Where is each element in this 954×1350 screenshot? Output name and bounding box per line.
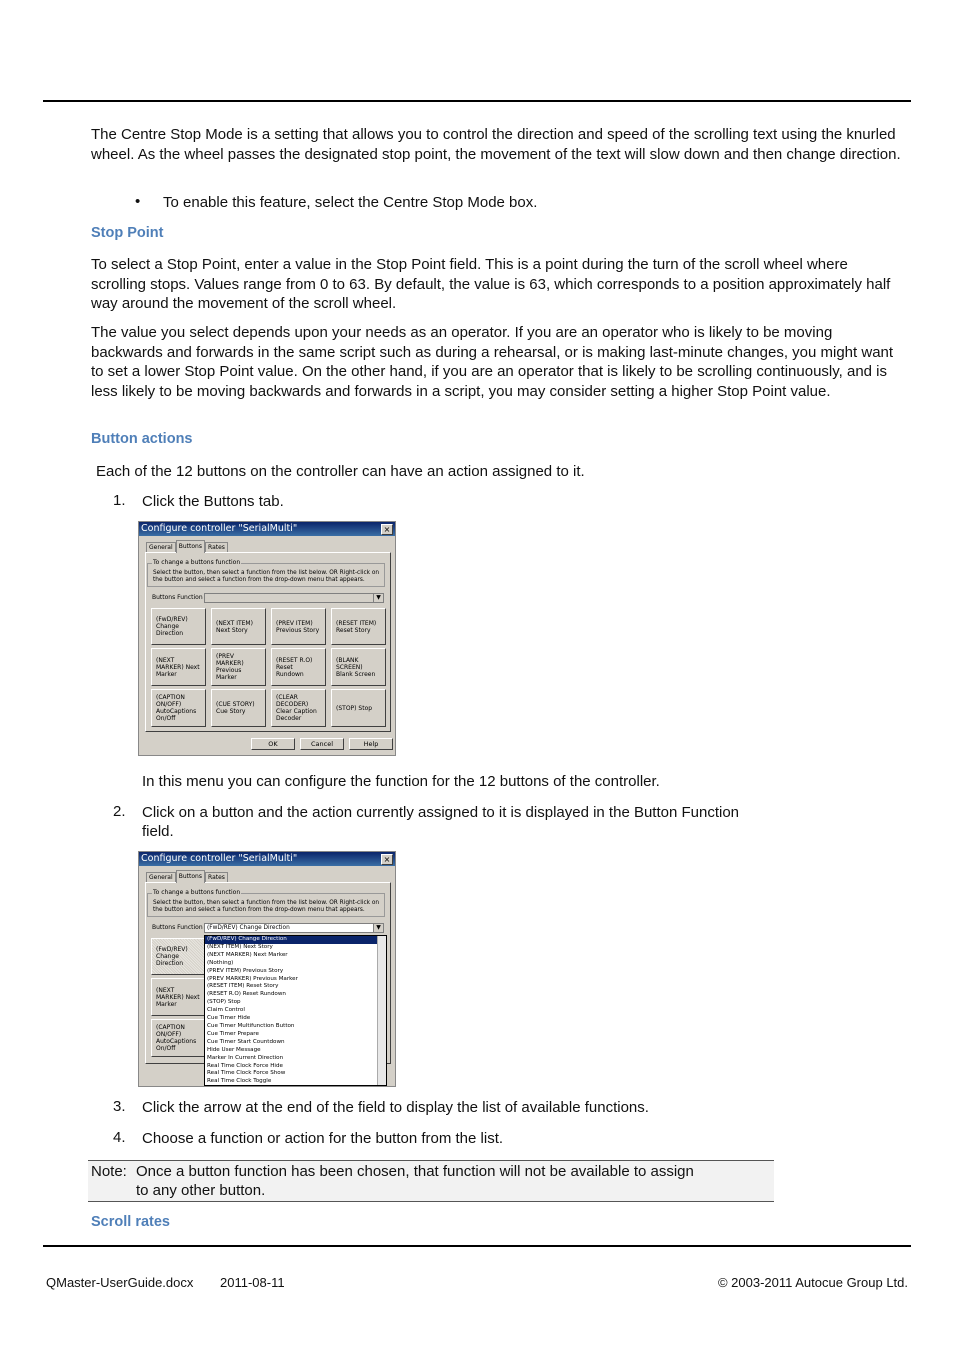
dialog2-tabs bbox=[146, 870, 226, 882]
selected-function: (FwD/REV) Change Direction bbox=[207, 925, 290, 931]
chevron-down-icon[interactable]: ▼ bbox=[373, 924, 383, 932]
help-button[interactable]: Help bbox=[349, 738, 393, 750]
bottom-rule bbox=[43, 1245, 911, 1247]
list-item[interactable]: (STOP) Stop bbox=[207, 999, 241, 1006]
controller-button-5[interactable]: (NEXT MARKER) Next Marker bbox=[151, 978, 206, 1016]
bullet-dot: • bbox=[135, 193, 141, 210]
close-icon[interactable]: × bbox=[381, 854, 393, 865]
list-item[interactable]: Marker In Current Direction bbox=[207, 1054, 284, 1061]
list-item[interactable]: Cue Timer Hide bbox=[207, 1015, 251, 1022]
stop-point-para1: To select a Stop Point, enter a value in the Stop Point field. This is a point during the turn of the scroll wheel where scrolling stops. Values range from 0 to 63. By default, the value is 63, which corresponds to a position approximately half way around the movement of the scroll wheel. bbox=[91, 256, 891, 312]
tab-buttons[interactable]: Buttons bbox=[176, 540, 205, 553]
list-item[interactable]: Hide User Message bbox=[207, 1046, 261, 1053]
list-item[interactable]: (NEXT ITEM) Next Story bbox=[207, 943, 273, 950]
controller-button-11[interactable]: (CLEAR DECODER) Clear Caption Decoder bbox=[271, 689, 326, 727]
configure-dialog-2 bbox=[138, 851, 396, 1087]
list-item[interactable]: Cue Timer Multifunction Button bbox=[207, 1022, 295, 1029]
controller-button-1-selected[interactable]: (FwD/REV) Change Direction bbox=[151, 938, 206, 975]
button-actions-intro: Each of the 12 buttons on the controller can have an action assigned to it. bbox=[96, 463, 585, 480]
note-line-2: to any other button. bbox=[136, 1182, 266, 1199]
dialog2-title-bar bbox=[139, 852, 395, 866]
intro-paragraph: The Centre Stop Mode is a setting that allows you to control the direction and speed of the scrolling text using the knurled wheel. As the wheel passes the designated stop point, the movement of the text will slow down and then change direction. bbox=[91, 126, 901, 163]
buttons-function-label: Buttons Function bbox=[152, 594, 203, 601]
step-3-text: Click the arrow at the end of the field to display the list of available functions. bbox=[142, 1099, 649, 1116]
dialog-tabs bbox=[146, 540, 226, 552]
group-text-2: Select the button, then select a function from the list below. OR Right-click on the button and select a function from the drop-down menu that appears. bbox=[153, 900, 380, 913]
footer-filename: QMaster-UserGuide.docx bbox=[46, 1275, 194, 1290]
buttons-function-select[interactable] bbox=[204, 593, 384, 603]
list-item[interactable]: Cue Timer Start Countdown bbox=[207, 1038, 285, 1045]
controller-button-9[interactable]: (CAPTION ON/OFF) AutoCaptions On/Off bbox=[151, 689, 206, 727]
instructions-group bbox=[147, 559, 385, 587]
controller-button-5[interactable]: (NEXT MARKER) Next Marker bbox=[151, 648, 206, 686]
footer-date: 2011-08-11 bbox=[220, 1275, 285, 1290]
list-item[interactable]: Cue Timer Prepare bbox=[207, 1030, 259, 1037]
ok-button[interactable]: OK bbox=[251, 738, 295, 750]
group-text: Select the button, then select a function from the list below. OR Right-click on the button and select a function from the drop-down menu that appears. bbox=[153, 570, 380, 583]
step-2-number: 2. bbox=[113, 803, 126, 820]
list-item[interactable]: (FwD/REV) Change Direction bbox=[205, 936, 386, 944]
after-figure-1-text: In this menu you can configure the function for the 12 buttons of the controller. bbox=[142, 773, 660, 790]
controller-button-12[interactable]: (STOP) Stop bbox=[331, 689, 386, 727]
buttons-function-select-2[interactable] bbox=[204, 923, 384, 933]
tab-buttons[interactable]: Buttons bbox=[176, 870, 205, 883]
controller-button-6[interactable]: (PREV MARKER) Previous Marker bbox=[211, 648, 266, 686]
list-item[interactable]: (NEXT MARKER) Next Marker bbox=[207, 951, 288, 958]
list-item[interactable]: (PREV ITEM) Previous Story bbox=[207, 967, 284, 974]
list-item[interactable]: (RESET R.O) Reset Rundown bbox=[207, 991, 286, 998]
list-scrollbar[interactable] bbox=[377, 936, 386, 1085]
close-icon[interactable]: × bbox=[381, 524, 393, 535]
scroll-rates-heading: Scroll rates bbox=[91, 1214, 170, 1230]
step-1-number: 1. bbox=[113, 492, 126, 509]
dialog-title-bar bbox=[139, 522, 395, 536]
list-item[interactable]: Real Time Clock Force Show bbox=[207, 1070, 286, 1077]
instructions-group-2 bbox=[147, 889, 385, 917]
note-label: Note: bbox=[91, 1163, 127, 1180]
tab-general[interactable]: General bbox=[146, 872, 176, 883]
group-legend-2: To change a buttons function bbox=[153, 889, 241, 896]
list-item[interactable]: (Nothing) bbox=[207, 959, 234, 966]
step-3-number: 3. bbox=[113, 1098, 126, 1115]
list-item[interactable]: Claim Control bbox=[207, 1007, 245, 1014]
configure-dialog-1 bbox=[138, 521, 396, 756]
group-legend: To change a buttons function bbox=[153, 559, 241, 566]
step-4-text: Choose a function or action for the button from the list. bbox=[142, 1130, 504, 1147]
tab-rates[interactable]: Rates bbox=[205, 872, 228, 883]
tab-rates[interactable]: Rates bbox=[205, 542, 228, 553]
step-1-text: Click the Buttons tab. bbox=[142, 493, 284, 510]
list-item[interactable]: Real Time Clock Toggle bbox=[207, 1078, 272, 1085]
dialog-title: Configure controller "SerialMulti" bbox=[141, 523, 298, 534]
cancel-button[interactable]: Cancel bbox=[300, 738, 344, 750]
buttons-function-label-2: Buttons Function bbox=[152, 924, 203, 931]
note-box bbox=[88, 1160, 774, 1202]
controller-button-2[interactable]: (NEXT ITEM) Next Story bbox=[211, 608, 266, 645]
controller-button-1[interactable]: (FwD/REV) Change Direction bbox=[151, 608, 206, 645]
tab-general[interactable]: General bbox=[146, 542, 176, 553]
footer-copyright: © 2003-2011 Autocue Group Ltd. bbox=[717, 1275, 908, 1290]
controller-button-8[interactable]: (BLANK SCREEN) Blank Screen bbox=[331, 648, 386, 686]
list-item[interactable]: Real Time Clock Force Hide bbox=[207, 1062, 283, 1069]
controller-button-3[interactable]: (PREV ITEM) Previous Story bbox=[271, 608, 326, 645]
list-item[interactable]: (PREV MARKER) Previous Marker bbox=[207, 975, 298, 982]
top-rule bbox=[43, 100, 911, 102]
controller-button-4[interactable]: (RESET ITEM) Reset Story bbox=[331, 608, 386, 645]
list-item[interactable]: (RESET ITEM) Reset Story bbox=[207, 983, 279, 990]
note-line-1: Once a button function has been chosen, that function will not be available to assign bbox=[136, 1163, 694, 1180]
intro-bullet-text: To enable this feature, select the Centre Stop Mode box. bbox=[163, 194, 538, 211]
button-actions-heading: Button actions bbox=[91, 431, 193, 447]
stop-point-heading: Stop Point bbox=[91, 225, 164, 241]
controller-button-9[interactable]: (CAPTION ON/OFF) AutoCaptions On/Off bbox=[151, 1019, 206, 1057]
function-dropdown-list[interactable] bbox=[204, 935, 387, 1086]
controller-button-10[interactable]: (CUE STORY) Cue Story bbox=[211, 689, 266, 727]
controller-button-7[interactable]: (RESET R.O) Reset Rundown bbox=[271, 648, 326, 686]
dialog2-title: Configure controller "SerialMulti" bbox=[141, 853, 298, 864]
step-4-number: 4. bbox=[113, 1129, 126, 1146]
chevron-down-icon[interactable]: ▼ bbox=[373, 594, 383, 602]
stop-point-para2: The value you select depends upon your needs as an operator. If you are an operator who is likely to be moving backwards and forwards in the same script such as during a rehearsal, or is making last-minute changes, you might want to set a lower Stop Point value. On the other hand, if you are an operator that is likely to be scrolling continuously, and is less likely to be moving backwards and forwards in a script, you may consider setting a higher Stop Point value. bbox=[91, 324, 894, 400]
step-2-text: Click on a button and the action currently assigned to it is displayed in the Button Function field. bbox=[142, 804, 740, 840]
